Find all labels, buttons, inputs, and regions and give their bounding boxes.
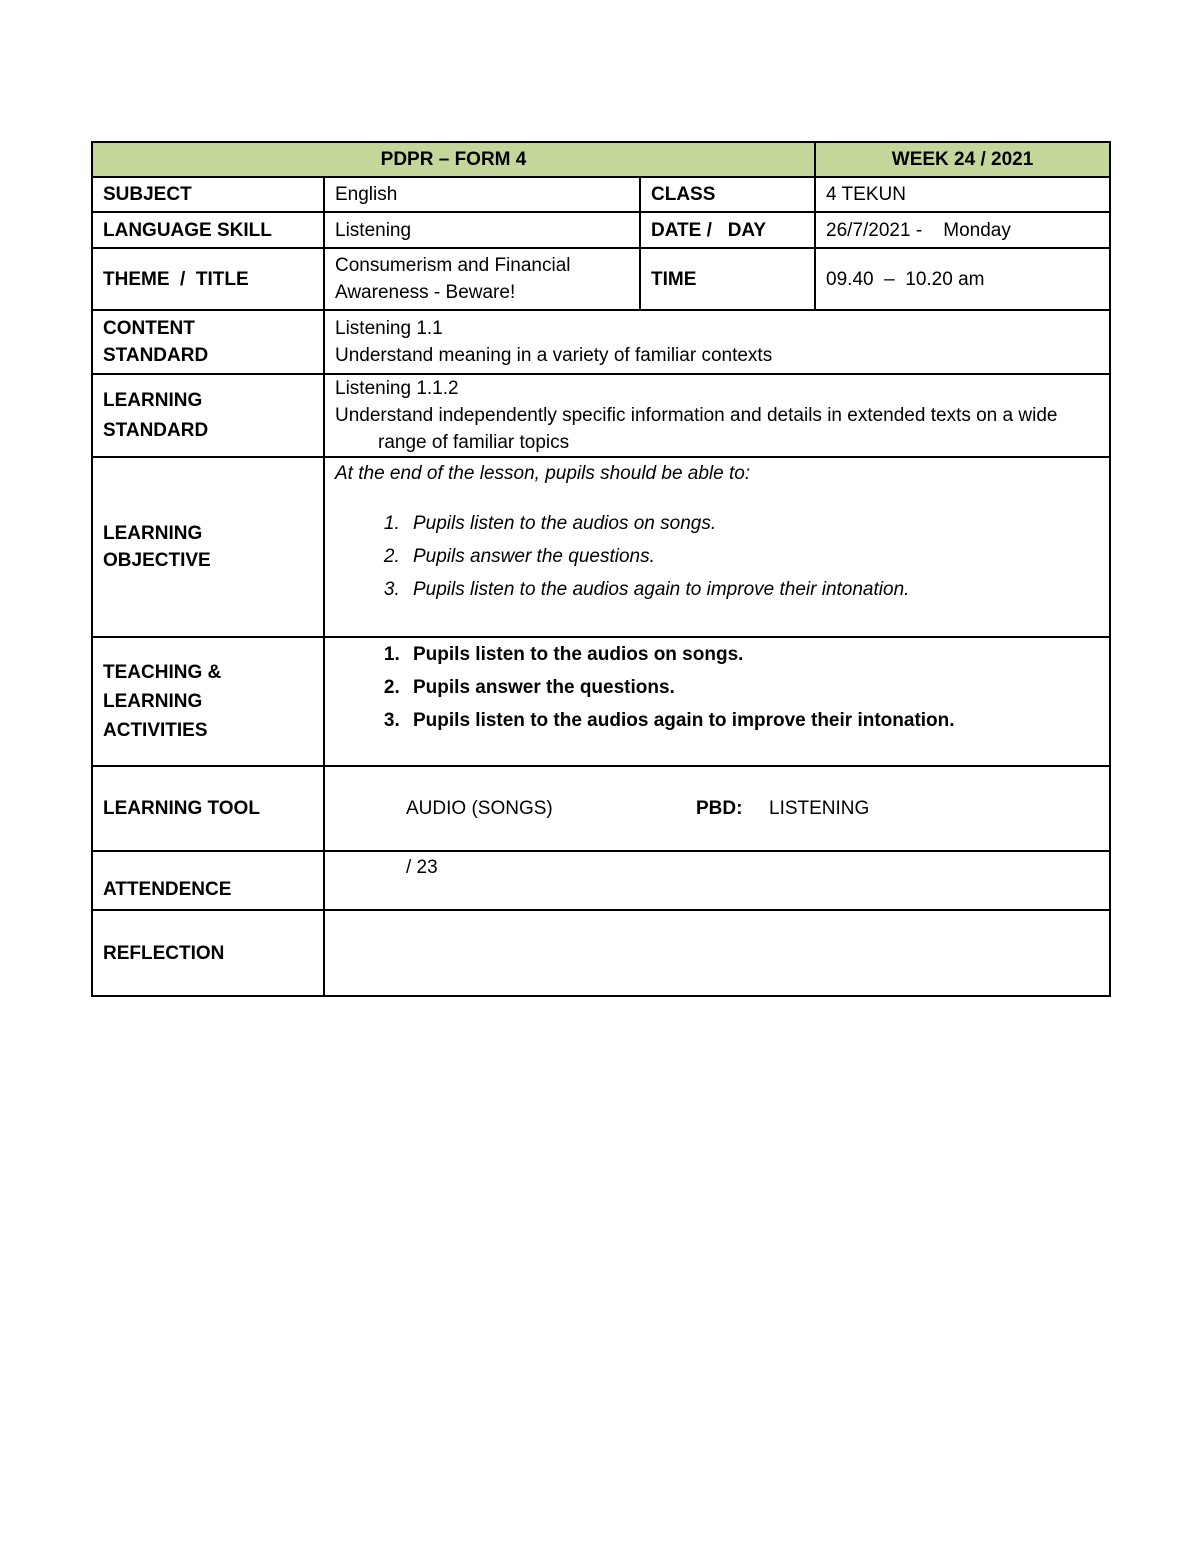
- lesson-plan-table: [91, 141, 1111, 997]
- pbd-label: PBD:: [696, 798, 743, 819]
- objective-item: 3. Pupils listen to the audios again to improve their intonation.: [405, 573, 1099, 606]
- content-standard-label-line1: CONTENT: [103, 318, 195, 339]
- content-standard-text: Understand meaning in a variety of familiar contexts: [335, 345, 773, 366]
- theme-value: [324, 248, 640, 310]
- attendance-row: [92, 851, 1110, 910]
- objective-label-line2: OBJECTIVE: [103, 550, 211, 571]
- header-row: [92, 142, 1110, 177]
- objective-row: [92, 457, 1110, 637]
- class-label: CLASS: [640, 177, 815, 212]
- learning-standard-value: [324, 374, 1110, 457]
- theme-label: THEME / TITLE: [92, 248, 324, 310]
- learning-standard-text-line2: range of familiar topics: [378, 432, 570, 453]
- date-value: 26/7/2021 - Monday: [815, 212, 1110, 248]
- activities-value: [324, 637, 1110, 766]
- reflection-label: REFLECTION: [92, 910, 324, 996]
- week-label: WEEK 24 / 2021: [815, 142, 1110, 177]
- objective-intro: At the end of the lesson, pupils should be able to:: [335, 463, 751, 484]
- theme-row: [92, 248, 1110, 310]
- tool-value: AUDIO (SONGS): [406, 798, 553, 819]
- activities-label-line1: TEACHING &: [103, 662, 222, 683]
- learning-standard-row: [92, 374, 1110, 457]
- activities-list: [335, 638, 1099, 737]
- content-standard-value: [324, 310, 1110, 374]
- tool-row: [92, 766, 1110, 851]
- learning-standard-label: [92, 374, 324, 457]
- content-standard-code: Listening 1.1: [335, 318, 443, 339]
- theme-line1: Consumerism and Financial: [335, 255, 571, 276]
- plan-title: PDPR – FORM 4: [92, 142, 815, 177]
- learning-standard-label-line2: STANDARD: [103, 419, 209, 441]
- objective-label-line1: LEARNING: [103, 523, 203, 544]
- class-value: 4 TEKUN: [815, 177, 1110, 212]
- activity-item: 2. Pupils answer the questions.: [405, 671, 1099, 704]
- activities-label-line2: LEARNING: [103, 691, 203, 712]
- activity-item: 1. Pupils listen to the audios on songs.: [405, 638, 1099, 671]
- tool-value-cell: [324, 766, 1110, 851]
- skill-label: LANGUAGE SKILL: [92, 212, 324, 248]
- attendance-label: ATTENDENCE: [92, 851, 324, 910]
- objective-value: [324, 457, 1110, 637]
- pbd-value: LISTENING: [769, 798, 870, 819]
- activities-label: [92, 637, 324, 766]
- reflection-row: [92, 910, 1110, 996]
- activities-label-line3: ACTIVITIES: [103, 720, 208, 741]
- content-standard-label-line2: STANDARD: [103, 345, 209, 366]
- reflection-value[interactable]: [324, 910, 1110, 996]
- time-value: 09.40 – 10.20 am: [815, 248, 1110, 310]
- learning-standard-label-line1: LEARNING: [103, 389, 203, 411]
- objective-item: 2. Pupils answer the questions.: [405, 540, 1099, 573]
- time-label: TIME: [640, 248, 815, 310]
- learning-standard-text-line1: Understand independently specific information and details in extended texts on a wide: [335, 405, 1058, 426]
- objective-item: 1. Pupils listen to the audios on songs.: [405, 507, 1099, 540]
- tool-label: LEARNING TOOL: [92, 766, 324, 851]
- skill-value: Listening: [324, 212, 640, 248]
- activities-row: [92, 637, 1110, 766]
- attendance-value: / 23: [324, 851, 1110, 910]
- activity-item: 3. Pupils listen to the audios again to improve their intonation.: [405, 704, 1099, 737]
- content-standard-label: [92, 310, 324, 374]
- learning-standard-code: Listening 1.1.2: [335, 378, 459, 399]
- subject-label: SUBJECT: [92, 177, 324, 212]
- date-label: DATE / DAY: [640, 212, 815, 248]
- subject-value: English: [324, 177, 640, 212]
- content-standard-row: [92, 310, 1110, 374]
- objective-list: [335, 507, 1099, 606]
- theme-emphasis: Beware!: [445, 282, 516, 303]
- subject-row: [92, 177, 1110, 212]
- objective-label: [92, 457, 324, 637]
- theme-line2: Awareness -: [335, 282, 446, 303]
- skill-row: [92, 212, 1110, 248]
